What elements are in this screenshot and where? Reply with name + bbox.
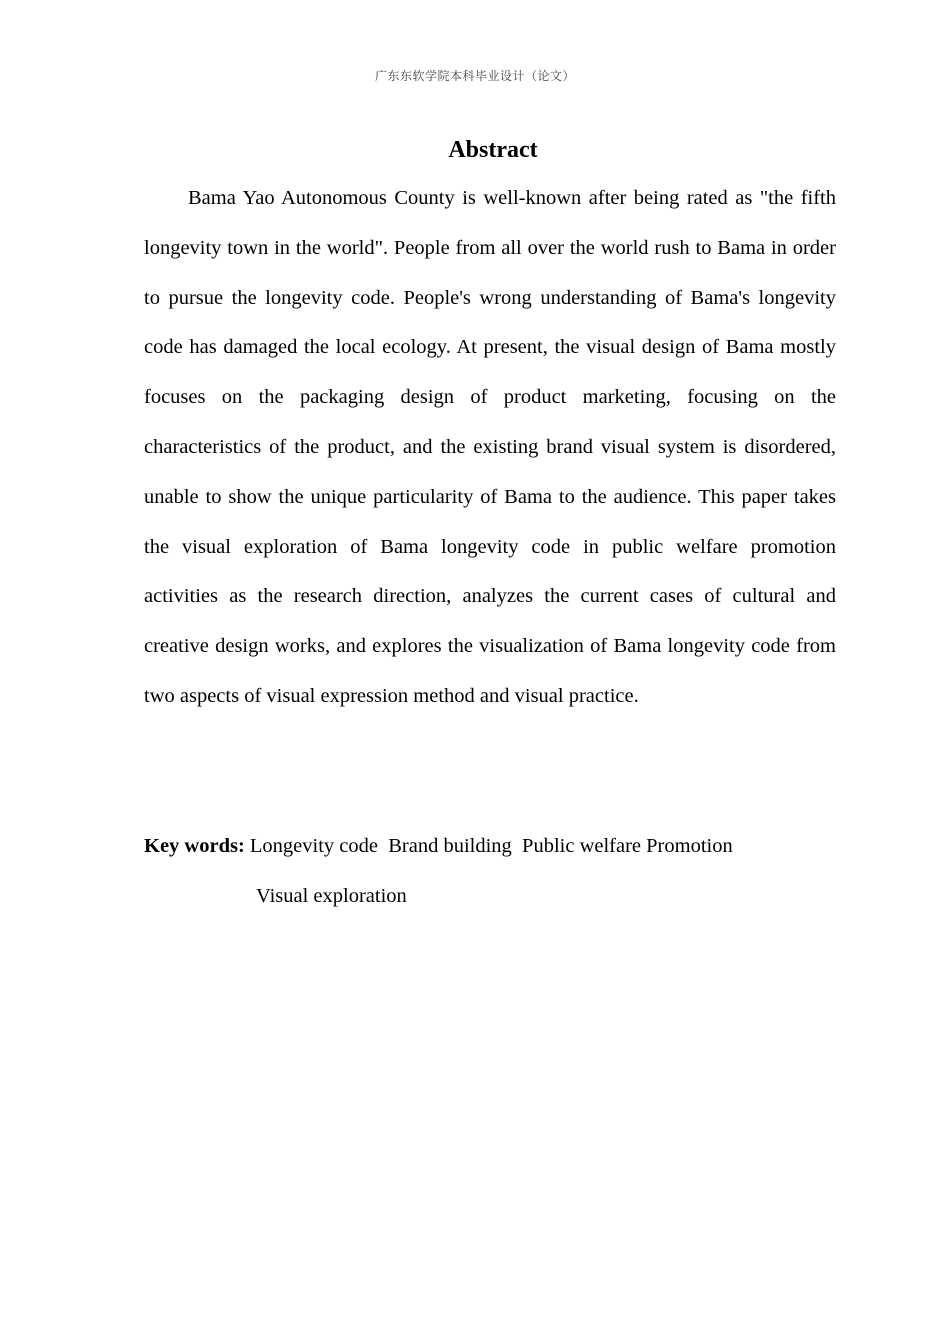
abstract-paragraph: Bama Yao Autonomous County is well-known after being rated as "the fifth longevity town in the world". People from all over the world rush to Bama in order to pursue the longevity code. People's wrong understanding of Bama's longevity code has damaged the local ecology. At present, the visual design of Bama mostly focuses on the packaging design of product marketing, focusing on the characteristics of the product, and the existing brand visual system is disordered, unable to show the unique particularity of Bama to the audience. This paper takes the visual exploration of Bama longevity code in public welfare promotion activities as the research direction, analyzes the current cases of cultural and creative design works, and explores the visualization of Bama longevity code from two aspects of visual expression method and visual practice.: [144, 187, 836, 707]
running-header: 广东东软学院本科毕业设计（论文）: [374, 69, 575, 83]
keywords-line-2: Visual exploration: [256, 884, 407, 907]
keywords-line-1: [144, 822, 836, 872]
keywords-label: Key words:: [144, 835, 245, 857]
keywords-list: Longevity code Brand building Public welfare Promotion: [249, 835, 733, 857]
abstract-title: Abstract: [448, 137, 538, 163]
keywords-block: [144, 822, 836, 922]
